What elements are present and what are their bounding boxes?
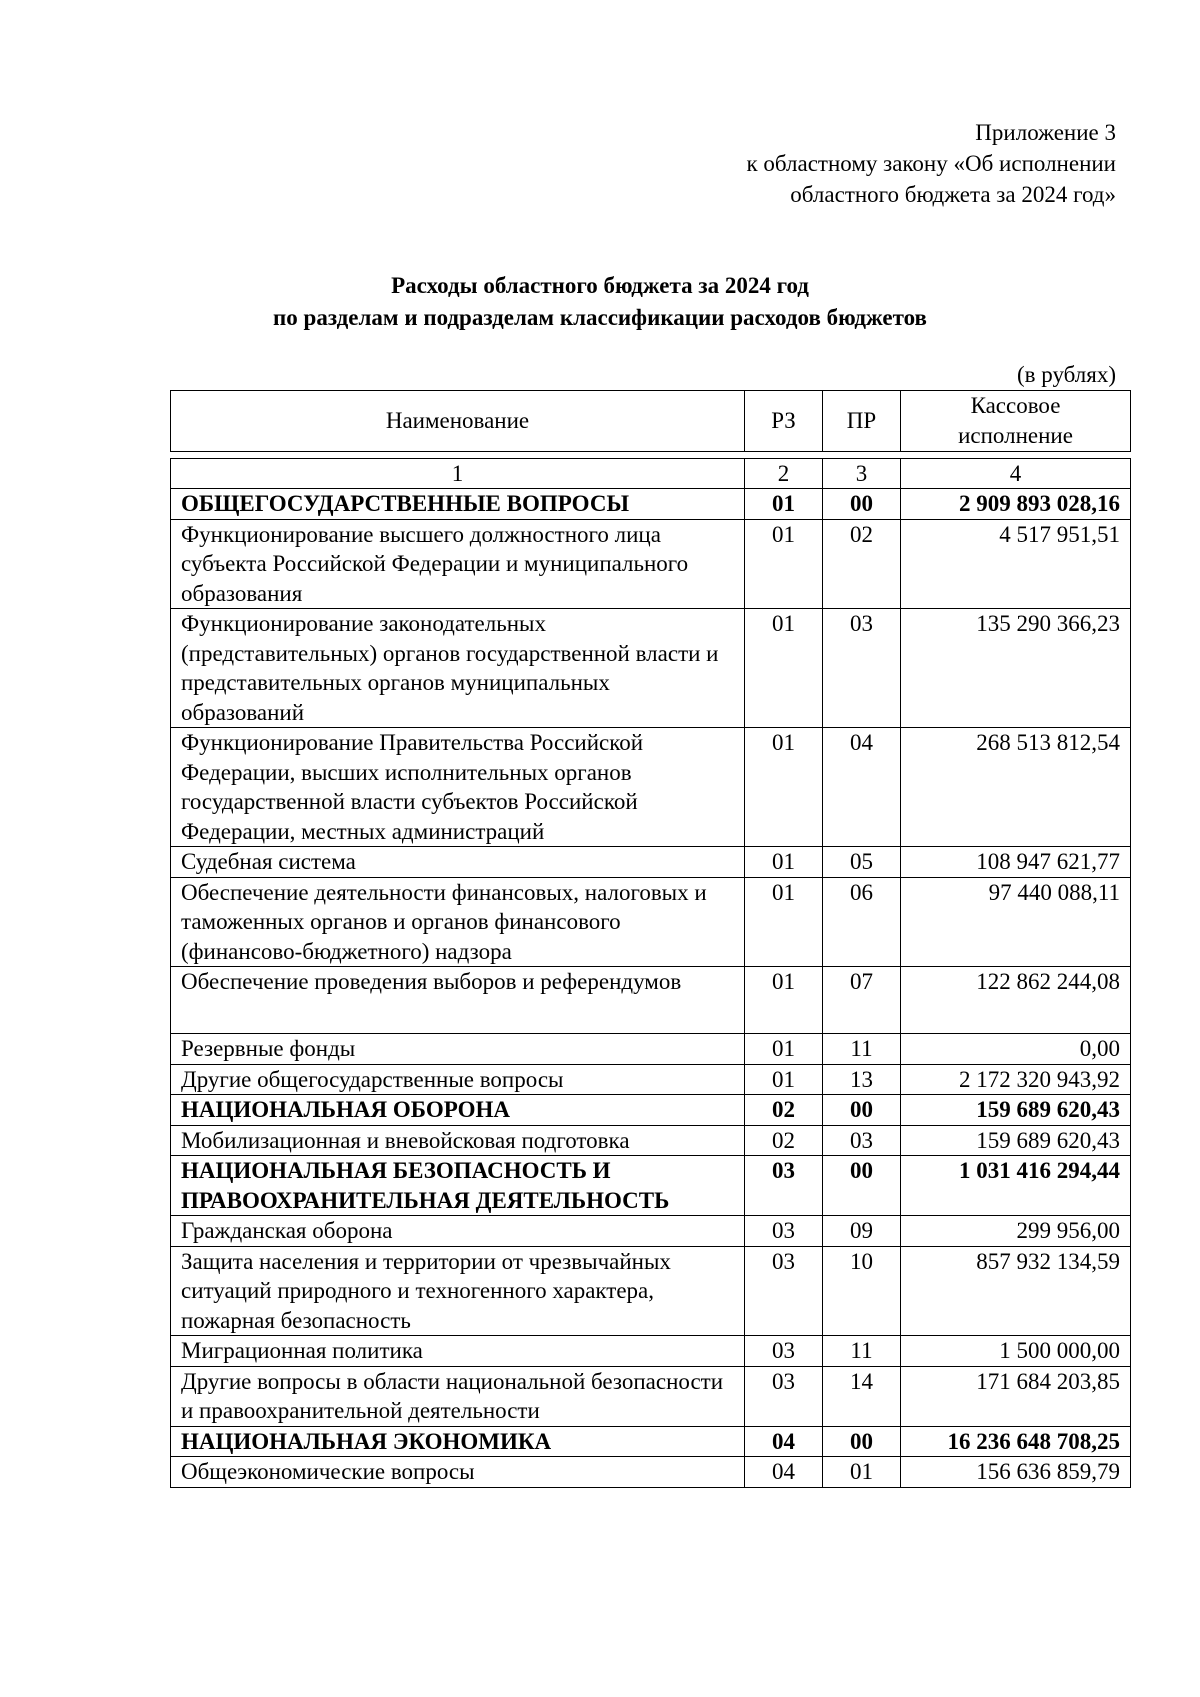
row-rz: 01 <box>745 728 823 847</box>
row-pr: 10 <box>823 1246 901 1336</box>
table-row <box>171 1034 1131 1065</box>
row-name: Общеэкономические вопросы <box>171 1457 745 1488</box>
column-number: 2 <box>745 459 823 489</box>
row-amount: 857 932 134,59 <box>901 1246 1131 1336</box>
row-rz: 01 <box>745 967 823 1034</box>
header-name: Наименование <box>171 391 745 452</box>
row-rz: 01 <box>745 519 823 609</box>
row-amount: 97 440 088,11 <box>901 877 1131 967</box>
row-name: Резервные фонды <box>171 1034 745 1065</box>
row-rz: 03 <box>745 1246 823 1336</box>
header-amount-line-2: исполнение <box>958 423 1073 448</box>
row-amount: 268 513 812,54 <box>901 728 1131 847</box>
row-rz: 01 <box>745 847 823 878</box>
row-name: Функционирование Правительства Российской Федерации, высших исполнительных органов государственной власти субъектов Российской Федерации, местных администраций <box>171 728 745 847</box>
row-name: Обеспечение проведения выборов и референдумов <box>171 967 745 1034</box>
row-pr: 03 <box>823 1125 901 1156</box>
row-pr: 11 <box>823 1034 901 1065</box>
row-rz: 01 <box>745 1034 823 1065</box>
row-pr: 00 <box>823 1095 901 1126</box>
table-section-row <box>171 489 1131 520</box>
row-rz: 01 <box>745 1064 823 1095</box>
row-pr: 13 <box>823 1064 901 1095</box>
row-amount: 108 947 621,77 <box>901 847 1131 878</box>
table-row <box>171 1125 1131 1156</box>
row-name: НАЦИОНАЛЬНАЯ ОБОРОНА <box>171 1095 745 1126</box>
row-name: НАЦИОНАЛЬНАЯ БЕЗОПАСНОСТЬ И ПРАВООХРАНИТЕЛЬНАЯ ДЕЯТЕЛЬНОСТЬ <box>171 1156 745 1216</box>
column-number-row <box>171 459 1131 489</box>
row-amount: 135 290 366,23 <box>901 609 1131 728</box>
row-name: Другие вопросы в области национальной безопасности и правоохранительной деятельности <box>171 1366 745 1426</box>
table-row <box>171 728 1131 847</box>
row-rz: 03 <box>745 1336 823 1367</box>
title-line-1: Расходы областного бюджета за 2024 год <box>391 273 809 298</box>
row-name: Миграционная политика <box>171 1336 745 1367</box>
row-name: Функционирование высшего должностного лица субъекта Российской Федерации и муниципального образования <box>171 519 745 609</box>
column-number: 3 <box>823 459 901 489</box>
row-rz: 01 <box>745 609 823 728</box>
row-amount: 1 031 416 294,44 <box>901 1156 1131 1216</box>
row-name: Другие общегосударственные вопросы <box>171 1064 745 1095</box>
row-name: Защита населения и территории от чрезвычайных ситуаций природного и техногенного характера, пожарная безопасность <box>171 1246 745 1336</box>
row-pr: 00 <box>823 1426 901 1457</box>
table-row <box>171 1246 1131 1336</box>
document-title <box>0 270 1200 334</box>
row-name: Обеспечение деятельности финансовых, налоговых и таможенных органов и органов финансового (финансово-бюджетного) надзора <box>171 877 745 967</box>
row-rz: 03 <box>745 1156 823 1216</box>
row-pr: 00 <box>823 1156 901 1216</box>
row-pr: 07 <box>823 967 901 1034</box>
row-pr: 00 <box>823 489 901 520</box>
row-rz: 01 <box>745 877 823 967</box>
row-amount: 159 689 620,43 <box>901 1095 1131 1126</box>
row-amount: 2 909 893 028,16 <box>901 489 1131 520</box>
table-row <box>171 1457 1131 1488</box>
row-pr: 03 <box>823 609 901 728</box>
table-row <box>171 967 1131 1034</box>
table-section-row <box>171 1156 1131 1216</box>
title-line-2: по разделам и подразделам классификации расходов бюджетов <box>273 305 927 330</box>
units-note: (в рублях) <box>1016 362 1116 387</box>
row-amount: 16 236 648 708,25 <box>901 1426 1131 1457</box>
row-pr: 06 <box>823 877 901 967</box>
row-pr: 11 <box>823 1336 901 1367</box>
row-pr: 01 <box>823 1457 901 1488</box>
table-row <box>171 1336 1131 1367</box>
table-row <box>171 1216 1131 1247</box>
table-section-row <box>171 1095 1131 1126</box>
table-row <box>171 609 1131 728</box>
row-name: Судебная система <box>171 847 745 878</box>
row-pr: 02 <box>823 519 901 609</box>
table-row <box>171 877 1131 967</box>
row-amount: 4 517 951,51 <box>901 519 1131 609</box>
row-pr: 09 <box>823 1216 901 1247</box>
row-name: Мобилизационная и вневойсковая подготовка <box>171 1125 745 1156</box>
row-rz: 04 <box>745 1457 823 1488</box>
row-name: ОБЩЕГОСУДАРСТВЕННЫЕ ВОПРОСЫ <box>171 489 745 520</box>
row-amount: 159 689 620,43 <box>901 1125 1131 1156</box>
row-rz: 04 <box>745 1426 823 1457</box>
row-pr: 04 <box>823 728 901 847</box>
row-pr: 05 <box>823 847 901 878</box>
row-rz: 02 <box>745 1095 823 1126</box>
row-rz: 03 <box>745 1216 823 1247</box>
row-amount: 299 956,00 <box>901 1216 1131 1247</box>
header-pr: ПР <box>823 391 901 452</box>
row-amount: 156 636 859,79 <box>901 1457 1131 1488</box>
header-amount-line-1: Кассовое <box>970 393 1061 418</box>
column-number: 4 <box>901 459 1131 489</box>
row-rz: 03 <box>745 1366 823 1426</box>
annex-line-2: к областному закону «Об исполнении <box>746 151 1116 176</box>
row-amount: 0,00 <box>901 1034 1131 1065</box>
row-name: Функционирование законодательных (представительных) органов государственной власти и представительных органов муниципальных образований <box>171 609 745 728</box>
row-name: Гражданская оборона <box>171 1216 745 1247</box>
row-amount: 171 684 203,85 <box>901 1366 1131 1426</box>
table-row <box>171 1064 1131 1095</box>
annex-line-1: Приложение 3 <box>975 120 1116 145</box>
row-rz: 01 <box>745 489 823 520</box>
table-row <box>171 519 1131 609</box>
header-amount <box>901 391 1131 452</box>
row-rz: 02 <box>745 1125 823 1156</box>
header-rz: РЗ <box>745 391 823 452</box>
table-row <box>171 847 1131 878</box>
expenses-table <box>170 390 1131 1488</box>
row-name: НАЦИОНАЛЬНАЯ ЭКОНОМИКА <box>171 1426 745 1457</box>
table-row <box>171 1366 1131 1426</box>
annex-note <box>746 117 1116 210</box>
table-header-row <box>171 391 1131 452</box>
row-pr: 14 <box>823 1366 901 1426</box>
column-number: 1 <box>171 459 745 489</box>
row-amount: 122 862 244,08 <box>901 967 1131 1034</box>
annex-line-3: областного бюджета за 2024 год» <box>790 182 1116 207</box>
row-amount: 2 172 320 943,92 <box>901 1064 1131 1095</box>
table-section-row <box>171 1426 1131 1457</box>
header-gap <box>171 452 1131 459</box>
row-amount: 1 500 000,00 <box>901 1336 1131 1367</box>
